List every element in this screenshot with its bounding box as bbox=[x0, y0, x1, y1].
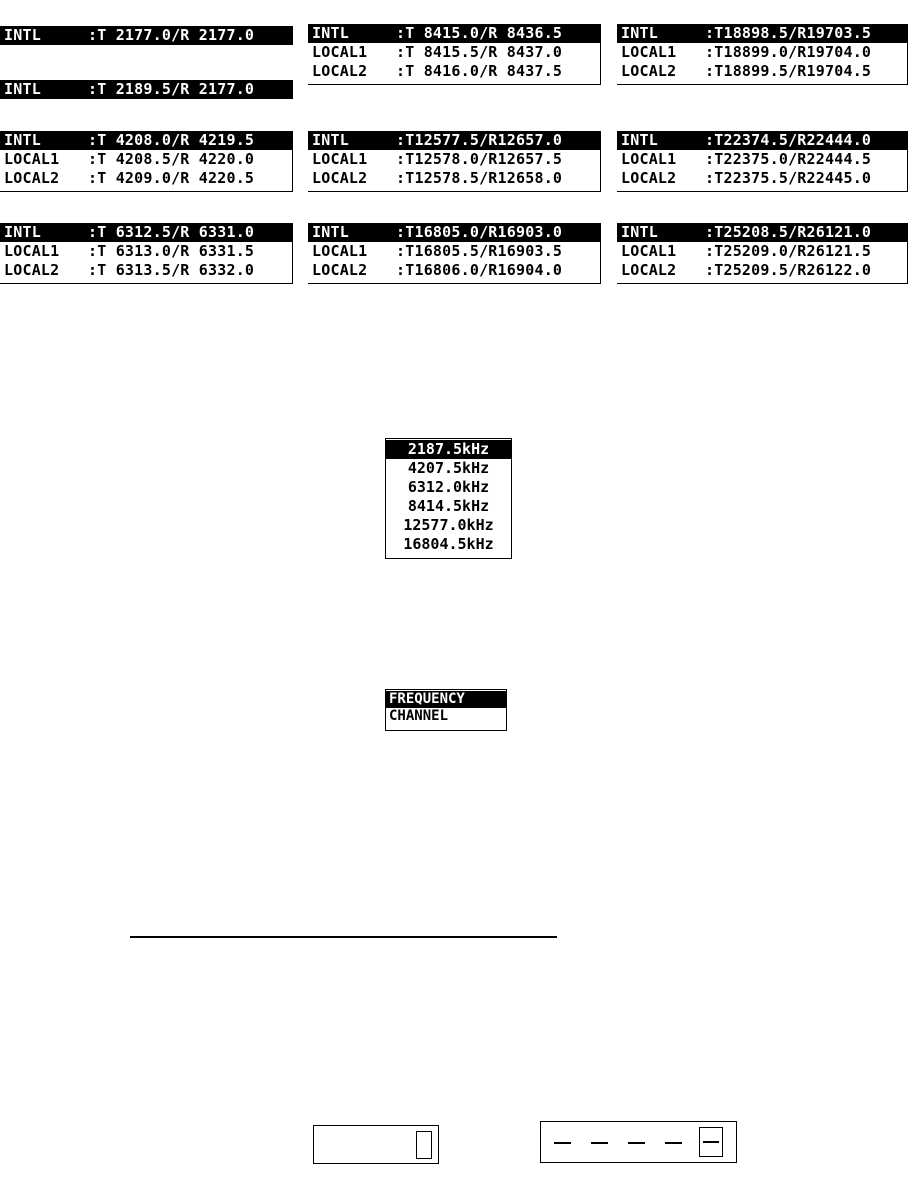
channel-table-2189 bbox=[0, 80, 293, 99]
channel-frequency-value: :T 4208.0/R 4219.5 bbox=[88, 131, 255, 149]
channel-row-selected[interactable] bbox=[308, 131, 600, 150]
channel-row[interactable] bbox=[0, 150, 292, 169]
channel-label: INTL bbox=[4, 26, 41, 44]
placeholder-dash bbox=[628, 1142, 645, 1144]
channel-label: LOCAL1 bbox=[621, 242, 677, 260]
channel-frequency-value: :T 4208.5/R 4220.0 bbox=[88, 150, 255, 168]
channel-table-16805 bbox=[308, 223, 601, 284]
channel-label: INTL bbox=[4, 223, 41, 241]
channel-table-8415 bbox=[308, 24, 601, 85]
horizontal-rule bbox=[130, 936, 557, 938]
channel-frequency-value: :T 2189.5/R 2177.0 bbox=[88, 80, 255, 98]
channel-frequency-value: :T 2177.0/R 2177.0 bbox=[88, 26, 255, 44]
channel-row-selected[interactable] bbox=[0, 223, 292, 242]
channel-label: LOCAL1 bbox=[312, 43, 368, 61]
channel-table-4208 bbox=[0, 131, 293, 192]
channel-table-22374 bbox=[617, 131, 908, 192]
channel-label: LOCAL1 bbox=[4, 150, 60, 168]
frequency-menu-item[interactable]: 12577.0kHz bbox=[403, 516, 494, 534]
channel-label: LOCAL1 bbox=[4, 242, 60, 260]
mode-menu-item[interactable]: CHANNEL bbox=[389, 708, 449, 724]
channel-frequency-value: :T16805.0/R16903.0 bbox=[396, 223, 563, 241]
frequency-menu-item[interactable]: 16804.5kHz bbox=[403, 535, 494, 553]
channel-row[interactable] bbox=[617, 62, 907, 81]
channel-frequency-value: :T 8416.0/R 8437.5 bbox=[396, 62, 563, 80]
channel-frequency-value: :T 8415.0/R 8436.5 bbox=[396, 24, 563, 42]
channel-row-selected[interactable] bbox=[0, 131, 292, 150]
channel-frequency-value: :T18899.5/R19704.5 bbox=[705, 62, 872, 80]
channel-label: LOCAL2 bbox=[621, 169, 677, 187]
channel-label: LOCAL2 bbox=[621, 261, 677, 279]
channel-frequency-value: :T 4209.0/R 4220.5 bbox=[88, 169, 255, 187]
channel-frequency-value: :T12578.5/R12658.0 bbox=[396, 169, 563, 187]
channel-row-selected[interactable] bbox=[617, 223, 907, 242]
channel-row[interactable] bbox=[308, 242, 600, 261]
channel-row[interactable] bbox=[617, 43, 907, 62]
channel-frequency-value: :T16805.5/R16903.5 bbox=[396, 242, 563, 260]
channel-table-6312 bbox=[0, 223, 293, 284]
channel-frequency-value: :T18899.0/R19704.0 bbox=[705, 43, 872, 61]
channel-frequency-value: :T 6313.5/R 6332.0 bbox=[88, 261, 255, 279]
channel-table-2177 bbox=[0, 26, 293, 45]
channel-row-selected[interactable] bbox=[0, 80, 293, 99]
channel-label: LOCAL1 bbox=[621, 43, 677, 61]
channel-row[interactable] bbox=[617, 169, 907, 188]
channel-frequency-value: :T16806.0/R16904.0 bbox=[396, 261, 563, 279]
channel-row-selected[interactable] bbox=[617, 131, 907, 150]
channel-label: LOCAL2 bbox=[4, 169, 60, 187]
channel-label: INTL bbox=[4, 131, 41, 149]
channel-label: INTL bbox=[621, 131, 658, 149]
channel-label: LOCAL1 bbox=[621, 150, 677, 168]
empty-input-box[interactable] bbox=[313, 1125, 439, 1164]
input-cursor-block bbox=[699, 1127, 723, 1157]
channel-label: INTL bbox=[312, 24, 349, 42]
channel-table-12577 bbox=[308, 131, 601, 192]
channel-label: LOCAL2 bbox=[312, 261, 368, 279]
frequency-menu-item[interactable]: 4207.5kHz bbox=[407, 459, 490, 477]
channel-row[interactable] bbox=[308, 150, 600, 169]
channel-row[interactable] bbox=[617, 261, 907, 280]
channel-label: LOCAL2 bbox=[621, 62, 677, 80]
input-cursor-block bbox=[416, 1131, 432, 1159]
channel-row[interactable] bbox=[308, 62, 600, 81]
channel-label: INTL bbox=[621, 24, 658, 42]
frequency-menu-item[interactable]: 8414.5kHz bbox=[407, 497, 490, 515]
channel-label: LOCAL2 bbox=[4, 261, 60, 279]
channel-frequency-value: :T22374.5/R22444.0 bbox=[705, 131, 872, 149]
channel-row-selected[interactable] bbox=[308, 24, 600, 43]
placeholder-dash bbox=[665, 1142, 682, 1144]
cursor-dash bbox=[703, 1141, 719, 1143]
channel-row-selected[interactable] bbox=[308, 223, 600, 242]
channel-frequency-value: :T18898.5/R19703.5 bbox=[705, 24, 872, 42]
channel-label: INTL bbox=[4, 80, 41, 98]
channel-row[interactable] bbox=[617, 242, 907, 261]
frequency-menu-item[interactable]: 2187.5kHz bbox=[386, 440, 511, 459]
channel-row-selected[interactable] bbox=[0, 26, 293, 45]
channel-label: INTL bbox=[621, 223, 658, 241]
channel-frequency-value: :T12577.5/R12657.0 bbox=[396, 131, 563, 149]
channel-label: LOCAL2 bbox=[312, 62, 368, 80]
channel-table-25208 bbox=[617, 223, 908, 284]
channel-row[interactable] bbox=[0, 169, 292, 188]
channel-row[interactable] bbox=[308, 169, 600, 188]
channel-frequency-value: :T25209.0/R26121.5 bbox=[705, 242, 872, 260]
channel-row[interactable] bbox=[308, 261, 600, 280]
channel-row[interactable] bbox=[0, 242, 292, 261]
channel-label: INTL bbox=[312, 223, 349, 241]
channel-row[interactable] bbox=[617, 150, 907, 169]
channel-frequency-value: :T25209.5/R26122.0 bbox=[705, 261, 872, 279]
channel-frequency-value: :T 6312.5/R 6331.0 bbox=[88, 223, 255, 241]
placeholder-dash bbox=[591, 1142, 608, 1144]
channel-label: INTL bbox=[312, 131, 349, 149]
channel-table-18898 bbox=[617, 24, 908, 85]
frequency-select-menu bbox=[385, 438, 512, 559]
channel-label: LOCAL2 bbox=[312, 169, 368, 187]
mode-menu-item[interactable]: FREQUENCY bbox=[386, 691, 506, 708]
channel-label: LOCAL1 bbox=[312, 150, 368, 168]
channel-frequency-value: :T22375.0/R22444.5 bbox=[705, 150, 872, 168]
dashed-input-box[interactable] bbox=[540, 1121, 737, 1163]
frequency-menu-item[interactable]: 6312.0kHz bbox=[407, 478, 490, 496]
channel-frequency-value: :T12578.0/R12657.5 bbox=[396, 150, 563, 168]
channel-frequency-value: :T22375.5/R22445.0 bbox=[705, 169, 872, 187]
channel-row[interactable] bbox=[308, 43, 600, 62]
mode-select-menu bbox=[385, 689, 507, 731]
channel-frequency-value: :T25208.5/R26121.0 bbox=[705, 223, 872, 241]
placeholder-dash bbox=[554, 1142, 571, 1144]
channel-frequency-value: :T 6313.0/R 6331.5 bbox=[88, 242, 255, 260]
channel-row[interactable] bbox=[0, 261, 292, 280]
channel-frequency-value: :T 8415.5/R 8437.0 bbox=[396, 43, 563, 61]
channel-label: LOCAL1 bbox=[312, 242, 368, 260]
channel-row-selected[interactable] bbox=[617, 24, 907, 43]
